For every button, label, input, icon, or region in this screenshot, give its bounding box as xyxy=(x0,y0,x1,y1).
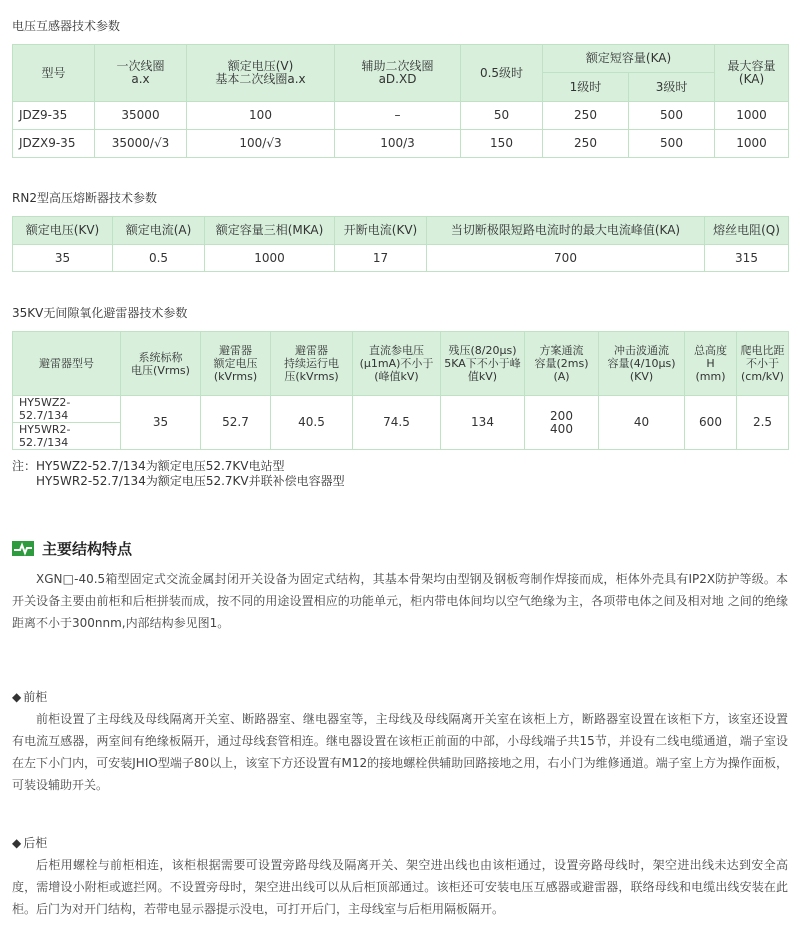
arrester-spec-table xyxy=(12,331,789,450)
table1-title: 电压互感器技术参数 xyxy=(12,19,121,33)
col-rated-capacity: 额定容量三相(MKA) xyxy=(205,217,335,245)
table-row: HY5WZ2-52.7/134 35 52.7 40.5 74.5 134 200 400 40 600 2.5 xyxy=(13,396,789,423)
col-rated-voltage: 额定电压(V) 基本二次线圈a.x xyxy=(187,45,335,102)
front-cabinet-text: 前柜设置了主母线及母线隔离开关室、断路器室、继电器室等，主母线及母线隔离开关室在该柜上方，断路器室设置在该柜下方，该室还设置有电流互感器，两室间有绝缘板隔开，通过母线套管相连。继电器设置在该柜正前面的中部，小母线端子共15节，并设有二线电缆通道，端子室设在左下小门内，可安装JHIO型端子80以上，该室下方还设置有M12的接地螺栓供辅助回路接地之用，右小门为维修通道。端子室上方为操作面板，可装设辅助开关。 xyxy=(12,712,788,792)
col-arrester-model: 避雷器型号 xyxy=(13,332,121,396)
col-class05: 0.5级时 xyxy=(461,45,543,102)
col-aux: 辅助二次线圈 aD.XD xyxy=(335,45,461,102)
col-system-voltage: 系统标称 电压(Vrms) xyxy=(121,332,201,396)
col-max-cap: 最大容量(KA) xyxy=(715,45,789,102)
intro-paragraph: XGN□-40.5箱型固定式交流金属封闭开关设备为固定式结构，其基本骨架均由型钢及钢板弯制作焊接而成，柜体外壳具有IP2X防护等级。本开关设备主要由前柜和后柜拼装而成，按不同的用途设置相应的功能单元，柜内带电体间均以空气绝缘为主，各项带电体之间及相对地 之间的绝缘距离不小于300nnm,内部结构参见图1。 xyxy=(12,572,788,630)
front-cabinet-title: ◆ 前柜 xyxy=(12,690,48,704)
col-rated-current: 额定电流(A) xyxy=(113,217,205,245)
col-arrester-rated-voltage: 避雷器 额定电压 (kVrms) xyxy=(201,332,271,396)
table3-title: 35KV无间隙氧化避雷器技术参数 xyxy=(12,306,188,320)
diamond-bullet-icon: ◆ xyxy=(12,690,22,704)
col-rated-voltage: 额定电压(KV) xyxy=(13,217,113,245)
col-creepage: 爬电比距 不小于 (cm/kV) xyxy=(737,332,789,396)
rear-cabinet-text: 后柜用螺栓与前柜相连，该柜根据需要可设置旁路母线及隔离开关、架空进出线也由该柜通过，设置旁路母线时，架空进出线未达到安全高度，需增设小附柜或遮拦网。不设置旁母时，架空进出线可以从后柜顶部通过。该柜还可安装电压互感器或避雷器，联络母线和电缆出线安装在此柜。后门为对开门结构，若带电显示器提示没电，可打开后门，主母线室与后柜用隔板隔开。 xyxy=(12,858,788,916)
col-impulse-current: 冲击波通流 容量(4/10μs) (KV) xyxy=(599,332,685,396)
col-dc-reference-voltage: 直流参电压 (μ1mA)不小于 (峰值kV) xyxy=(353,332,441,396)
col-class3: 3级时 xyxy=(629,73,715,102)
col-square-wave: 方案通流 容量(2ms) (A) xyxy=(525,332,599,396)
col-residual-voltage: 残压(8/20μs) 5KA下不小于峰 值kV) xyxy=(441,332,525,396)
diamond-bullet-icon: ◆ xyxy=(12,836,22,850)
col-total-height: 总高度 H (mm) xyxy=(685,332,737,396)
table2-title: RN2型高压熔断器技术参数 xyxy=(12,191,157,205)
table-row: JDZX9-35 35000/√3 100/√3 100/3 150 250 500 1000 xyxy=(13,130,789,158)
table-row: JDZ9-35 35000 100 – 50 250 500 1000 xyxy=(13,102,789,130)
col-peak-current: 当切断极限短路电流时的最大电流峰值(KA) xyxy=(427,217,705,245)
rear-cabinet-title: ◆ 后柜 xyxy=(12,836,48,850)
col-model: 型号 xyxy=(13,45,95,102)
table-row: HY5WR2-52.7/134 xyxy=(13,423,789,450)
section-title: 主要结构特点 xyxy=(42,540,133,558)
col-short-cap: 额定短容量(KA) xyxy=(543,45,715,73)
section-heading xyxy=(12,538,132,559)
lightning-logo-icon xyxy=(12,541,34,556)
fuse-spec-table xyxy=(12,216,789,272)
col-breaking-current: 开断电流(KV) xyxy=(335,217,427,245)
col-fuse-resistance: 熔丝电阻(Q) xyxy=(705,217,789,245)
col-primary: 一次线圈 a.x xyxy=(95,45,187,102)
table-note: 注：HY5WZ2-52.7/134为额定电压52.7KV电站型 HY5WR2-52.7/134为额定电压52.7KV并联补偿电容器型 xyxy=(12,459,345,488)
col-class1: 1级时 xyxy=(543,73,629,102)
vt-spec-table xyxy=(12,44,789,158)
col-continuous-voltage: 避雷器 持续运行电 压(kVrms) xyxy=(271,332,353,396)
table-row: 35 0.5 1000 17 700 315 xyxy=(13,245,789,272)
